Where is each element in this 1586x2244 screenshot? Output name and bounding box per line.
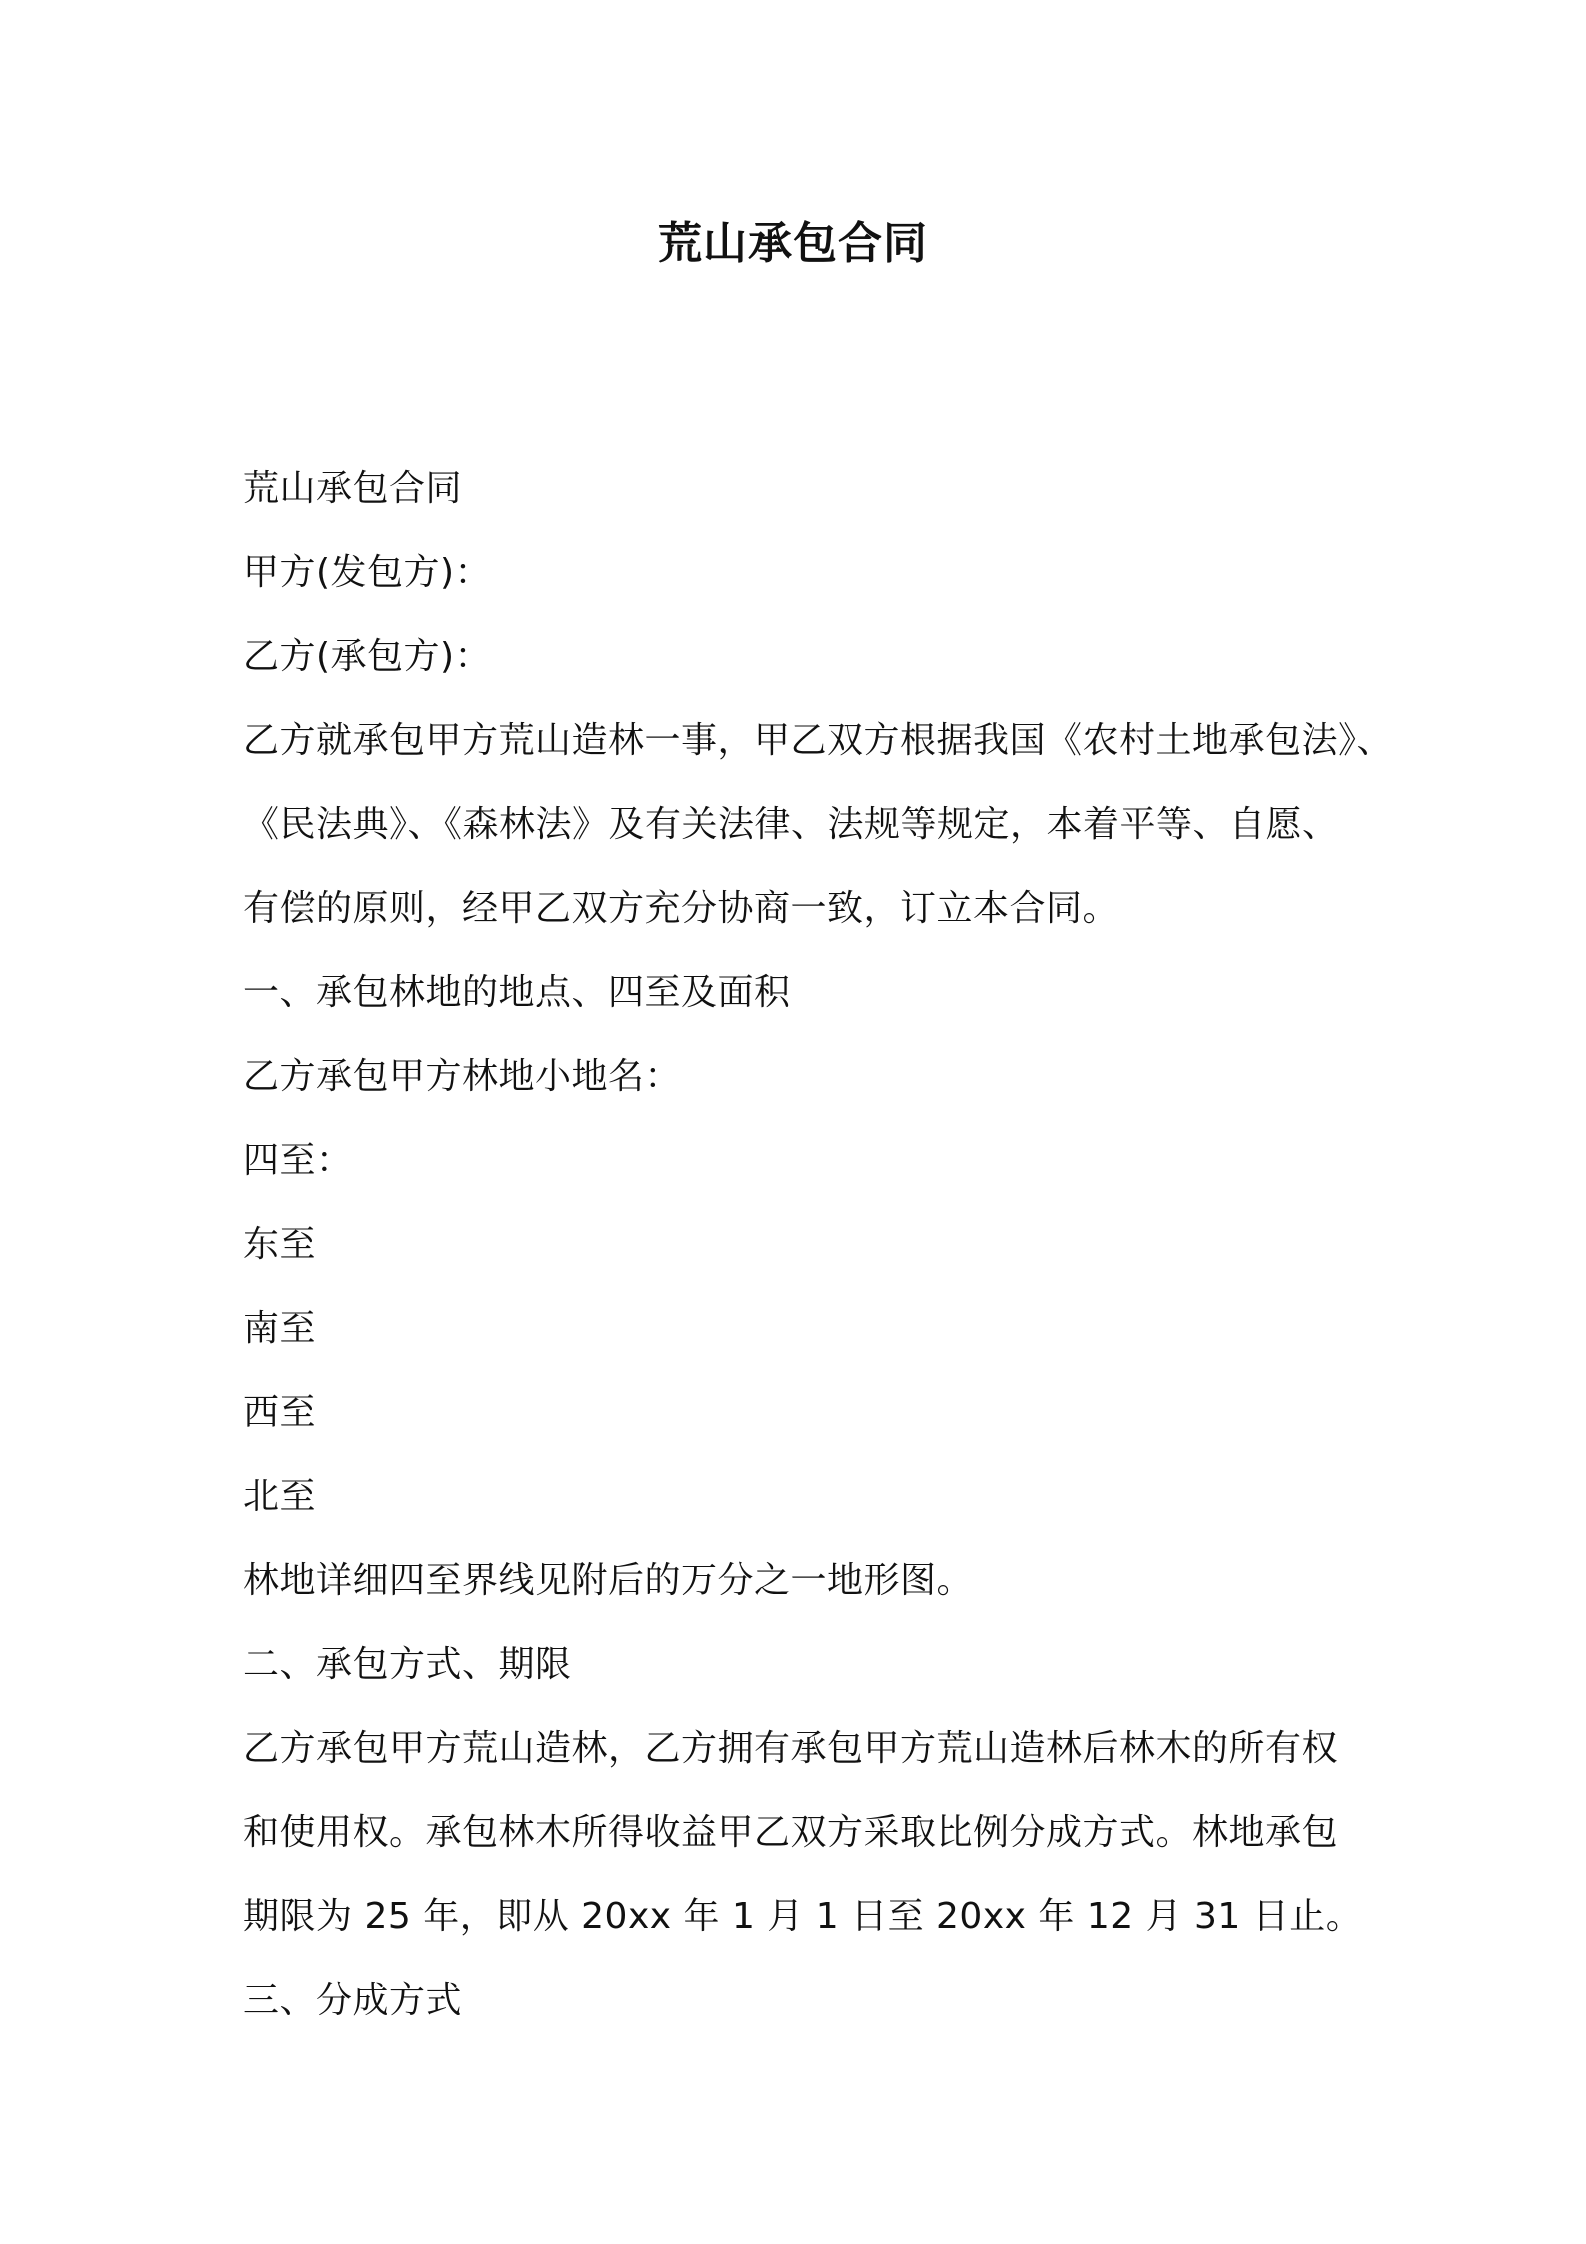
- doc-line-east: 东至: [243, 1224, 317, 1265]
- document-title: 荒山承包合同: [658, 218, 928, 269]
- doc-paragraph-intro-line-1: 乙方就承包甲方荒山造林一事，甲乙双方根据我国《农村土地承包法》、: [243, 720, 1394, 761]
- doc-paragraph-terms-line-2: 和使用权。承包林木所得收益甲乙双方采取比例分成方式。林地承包: [243, 1812, 1339, 1853]
- section-heading-3: 三、分成方式: [243, 1980, 463, 2021]
- doc-line-map-note: 林地详细四至界线见附后的万分之一地形图。: [243, 1560, 974, 1601]
- doc-line-south: 南至: [243, 1308, 317, 1349]
- doc-paragraph-terms-line-3: 期限为 25 年，即从 20xx 年 1 月 1 日至 20xx 年 12 月 31 日止。: [243, 1896, 1363, 1937]
- doc-line-party-a: 甲方(发包方)：: [243, 552, 492, 593]
- doc-paragraph-intro-line-3: 有偿的原则，经甲乙双方充分协商一致，订立本合同。: [243, 888, 1120, 929]
- doc-line-party-b: 乙方(承包方)：: [243, 636, 492, 677]
- section-heading-1: 一、承包林地的地点、四至及面积: [243, 972, 791, 1013]
- doc-line-boundaries: 四至：: [243, 1140, 353, 1181]
- doc-paragraph-intro-line-2: 《民法典》、《森林法》及有关法律、法规等规定，本着平等、自愿、: [243, 804, 1339, 845]
- doc-line-west: 西至: [243, 1392, 317, 1433]
- section-heading-2: 二、承包方式、期限: [243, 1644, 572, 1685]
- doc-paragraph-terms-line-1: 乙方承包甲方荒山造林，乙方拥有承包甲方荒山造林后林木的所有权: [243, 1728, 1339, 1769]
- doc-line-north: 北至: [243, 1476, 317, 1517]
- document-body: [243, 447, 1394, 2043]
- doc-line-location-name: 乙方承包甲方林地小地名：: [243, 1056, 682, 1097]
- doc-line-subtitle: 荒山承包合同: [243, 468, 463, 509]
